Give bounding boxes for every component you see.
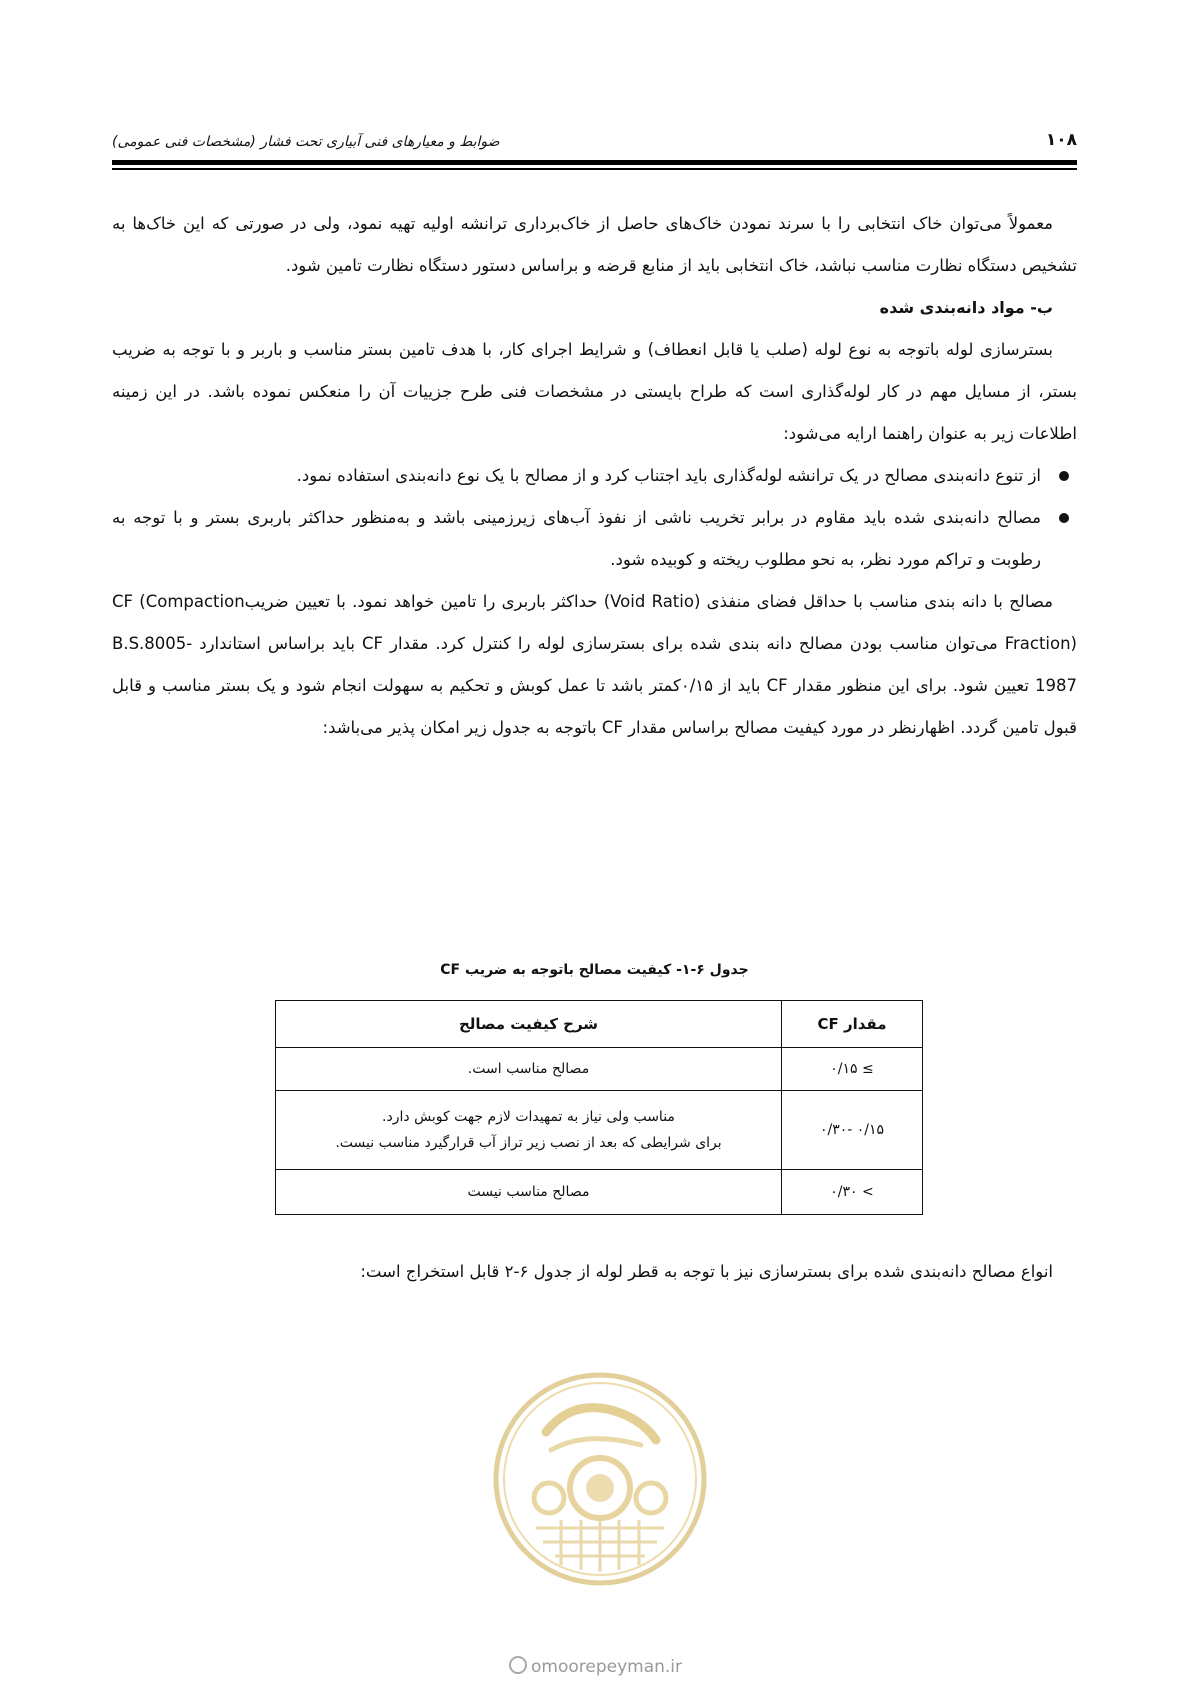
bullet-list — [112, 455, 1077, 581]
quality-description-cell — [276, 1048, 782, 1091]
column-header-value: مقدار CF — [782, 1001, 923, 1048]
bullet-text: از تنوع دانه‌بندی مصالح در یک ترانشه لوله‌گذاری باید اجتناب کرد و از مصالح با یک نوع دانه‌بندی استفاده نمود. — [296, 466, 1041, 485]
header-rule-thin — [112, 168, 1077, 170]
quality-description-cell — [276, 1170, 782, 1215]
table-header-row — [276, 1001, 923, 1048]
page-header — [112, 128, 1077, 160]
list-item — [112, 497, 1077, 581]
description-line: مناسب ولی نیاز به تمهیدات لازم جهت کوبش دارد. — [382, 1109, 675, 1125]
intro-paragraph: معمولاً می‌توان خاک انتخابی را با سرند نمودن خاک‌های حاصل از خاک‌برداری ترانشه اولیه تهیه نمود، ولی در صورتی که این خاک‌ها به تشخیص دستگاه نظارت مناسب نباشد، خاک انتخابی باید از منابع قرضه و براساس دستور دستگاه نظارت تامین شود. — [112, 214, 1077, 275]
running-title: ضوابط و معیارهای فنی آبیاری تحت فشار (مشخصات فنی عمومی) — [112, 134, 500, 150]
cf-value-cell: > ۰/۳۰ — [782, 1170, 923, 1215]
column-header-description: شرح کیفیت مصالح — [276, 1001, 782, 1048]
description-line: مصالح مناسب نیست — [467, 1184, 590, 1200]
quality-description-cell — [276, 1091, 782, 1170]
cf-value-cell: ≥ ۰/۱۵ — [782, 1048, 923, 1091]
website-text: omoorepeyman.ir — [530, 1657, 683, 1677]
section-subheading: ب- مواد دانه‌بندی شده — [879, 298, 1053, 317]
cf-value-cell: ۰/۱۵ -۰/۳۰ — [782, 1091, 923, 1170]
cf-quality-table — [275, 1000, 923, 1215]
table-row — [276, 1170, 923, 1215]
closing-paragraph: انواع مصالح دانه‌بندی شده برای بسترسازی نیز با توجه به قطر لوله از جدول ۶-۲ قابل استخراج است: — [360, 1262, 1053, 1281]
cf-paragraph: مصالح با دانه بندی مناسب با حداقل فضای منفذی (Void Ratio) حداکثر باربری را تامین خواهد نمود. با تعیین ضریبCF (Compaction Fraction) می‌توان مناسب بودن مصالح دانه بندی شده برای بسترسازی لوله را کنترل کرد. مقدار CF باید براساس استاندارد B.S.8005-1987 تعیین شود. برای این منظور مقدار CF باید از ۰/۱۵کمتر باشد تا عمل کوبش و تحکیم به سهولت انجام شود و یک بستر مناسب و قابل قبول تامین گردد. اظهارنظر در مورد کیفیت مصالح براساس مقدار CF باتوجه به جدول زیر امکان پذیر می‌باشد: — [112, 592, 1077, 737]
table-row — [276, 1091, 923, 1170]
bullet-icon — [1059, 513, 1069, 523]
bullet-icon — [1059, 471, 1069, 481]
table-caption: جدول ۶-۱- کیفیت مصالح باتوجه به ضریب CF — [440, 962, 749, 978]
watermark-seal-logo — [491, 1370, 709, 1588]
table-row — [276, 1048, 923, 1091]
body-text — [112, 203, 1077, 749]
description-line: مصالح مناسب است. — [467, 1061, 590, 1077]
globe-icon — [509, 1656, 527, 1674]
bullet-text: مصالح دانه‌بندی شده باید مقاوم در برابر تخریب ناشی از نفوذ آب‌های زیرزمینی باشد و به‌منظور حداکثر باربری بستر و با توجه به رطوبت و تراکم مورد نظر، به نحو مطلوب ریخته و کوبیده شود. — [112, 508, 1041, 569]
watermark-website — [0, 1656, 1191, 1677]
header-rule-thick — [112, 160, 1077, 165]
list-item — [112, 455, 1077, 497]
bedding-paragraph: بسترسازی لوله باتوجه به نوع لوله (صلب یا قابل انعطاف) و شرایط اجرای کار، با هدف تامین بستر مناسب و باربر و با توجه به ضریب بستر، از مسایل مهم در کار لوله‌گذاری است که طراح بایستی در مشخصات فنی طرح جزییات آن را منعکس نموده باشد. در این زمینه اطلاعات زیر به عنوان راهنما ارایه می‌شود: — [112, 340, 1077, 443]
description-line-2: برای شرایطی که بعد از نصب زیر تراز آب قرارگیرد مناسب نیست. — [335, 1135, 722, 1151]
page-number: ۱۰۸ — [1045, 130, 1077, 150]
